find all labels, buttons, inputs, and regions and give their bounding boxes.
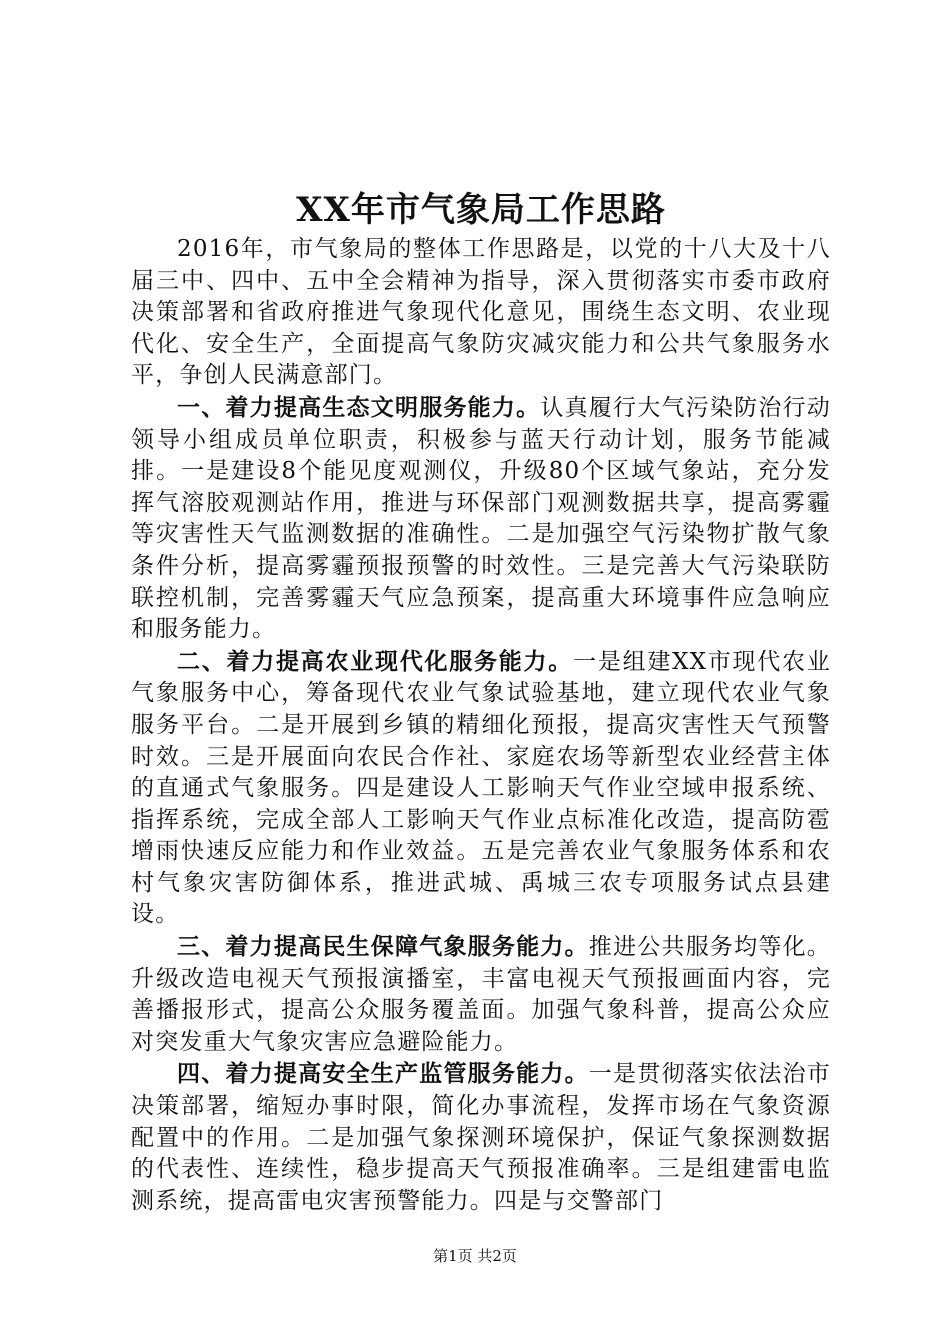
paragraph-safety <box>131 1058 831 1217</box>
section-heading-livelihood: 三、着力提高民生保障气象服务能力。 <box>177 933 589 961</box>
section-heading-ecology: 一、着力提高生态文明服务能力。 <box>177 393 541 421</box>
paragraph-agriculture <box>131 646 831 931</box>
section-heading-safety: 四、着力提高安全生产监管服务能力。 <box>177 1060 589 1088</box>
paragraph-text: 一是组建XX市现代农业气象服务中心，筹备现代农业气象试验基地，建立现代农业气象服务平台。二是开展到乡镇的精细化预报，提高灾害性天气预警时效。三是开展面向农民合作社、家庭农场等新型农业经营主体的直通式气象服务。四是建设人工影响天气作业空域申报系统、指挥系统，完成全部人工影响天气作业点标准化改造，提高防雹增雨快速反应能力和作业效益。五是完善农业气象服务体系和农村气象灾害防御体系，推进武城、禹城三农专项服务试点县建设。 <box>131 648 831 928</box>
section-heading-agriculture: 二、着力提高农业现代化服务能力。 <box>177 647 574 675</box>
paragraph-livelihood <box>131 931 831 1058</box>
page-number-footer: 第1页 共2页 <box>433 1247 517 1265</box>
paragraph-text: 一是贯彻落实依法治市决策部署，缩短办事时限，简化办事流程，发挥市场在气象资源配置中的作用。二是加强气象探测环境保护，保证气象探测数据的代表性、连续性，稳步提高天气预报准确率。三是组建雷电监测系统，提高雷电灾害预警能力。四是与交警部门 <box>131 1061 832 1214</box>
paragraph-text: 推进公共服务均等化。升级改造电视天气预报演播室，丰富电视天气预报画面内容，完善播报形式，提高公众服务覆盖面。加强气象科普，提高公众应对突发重大气象灾害应急避险能力。 <box>131 934 832 1055</box>
document-page <box>131 188 831 1217</box>
paragraph-intro <box>131 234 831 392</box>
paragraph-ecology <box>131 392 831 646</box>
document-title: XX年市气象局工作思路 <box>296 190 666 230</box>
paragraph-text: 2016年，市气象局的整体工作思路是，以党的十八大及十八届三中、四中、五中全会精神为指导，深入贯彻落实市委市政府决策部署和省政府推进气象现代化意见，围绕生态文明、农业现代化、安全生产，全面提高气象防灾减灾能力和公共气象服务水平，争创人民满意部门。 <box>131 236 831 389</box>
paragraph-text: 认真履行大气污染防治行动领导小组成员单位职责，积极参与蓝天行动计划，服务节能减排。一是建设8个能见度观测仪，升级80个区域气象站，充分发挥气溶胶观测站作用，推进与环保部门观测数据共享，提高雾霾等灾害性天气监测数据的准确性。二是加强空气污染物扩散气象条件分析，提高雾霾预报预警的时效性。三是完善大气污染联防联控机制，完善雾霾天气应急预案，提高重大环境事件应急响应和服务能力。 <box>131 394 831 643</box>
